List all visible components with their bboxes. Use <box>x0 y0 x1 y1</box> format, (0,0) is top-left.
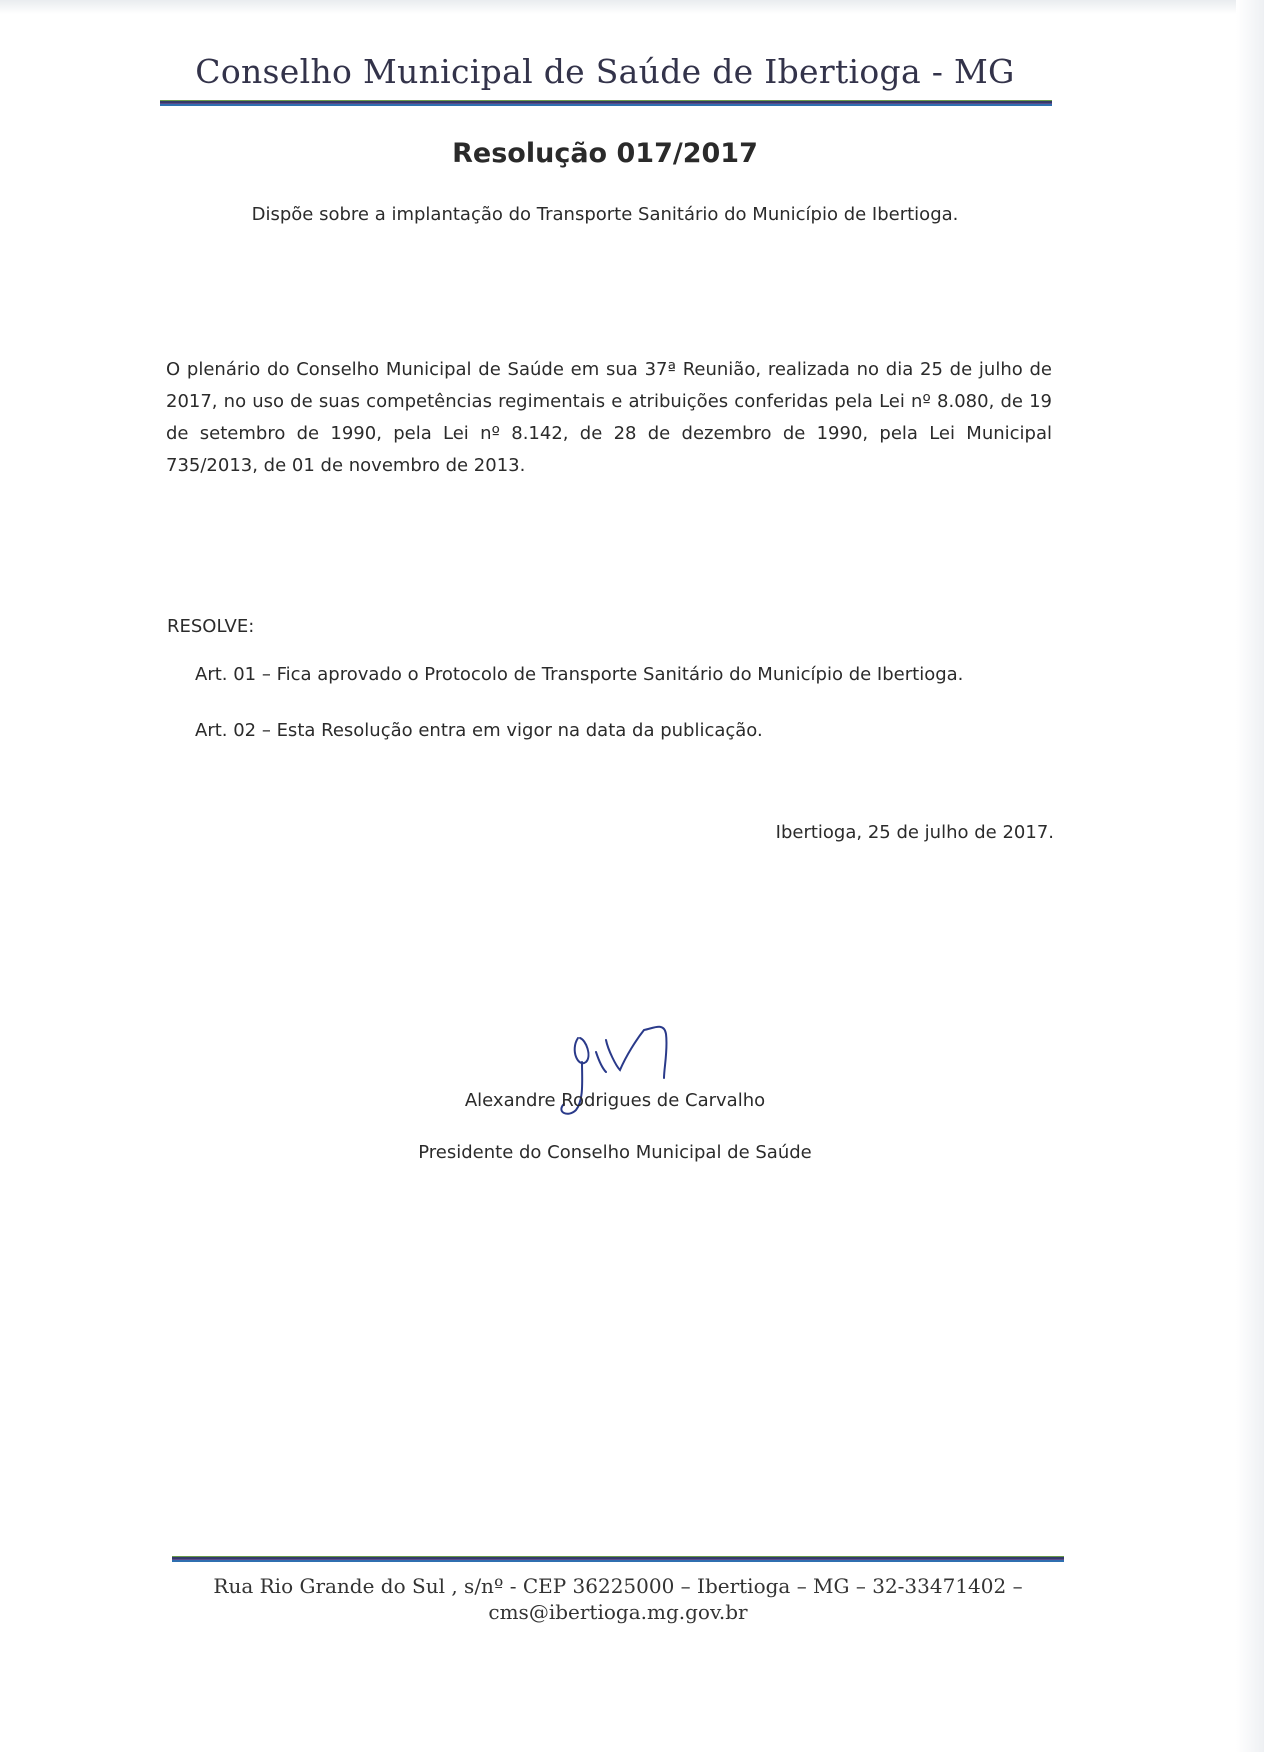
footer-rule <box>172 1556 1064 1562</box>
resolve-label: RESOLVE: <box>167 616 255 637</box>
letterhead-rule <box>160 100 1052 106</box>
footer-address: Rua Rio Grande do Sul , s/nº - CEP 36225000 – Ibertioga – MG – 32-33471402 – <box>213 1574 1023 1598</box>
scan-edge-top <box>0 0 1264 14</box>
resolution-subject: Dispõe sobre a implantação do Transporte Sanitário do Município de Ibertioga. <box>251 204 959 225</box>
letterhead-title: Conselho Municipal de Saúde de Ibertioga - MG <box>195 52 1015 91</box>
scan-edge-right <box>1236 0 1264 1752</box>
article-1: Art. 01 – Fica aprovado o Protocolo de Transporte Sanitário do Município de Ibertioga. <box>195 664 964 685</box>
preamble-paragraph: O plenário do Conselho Municipal de Saúde em sua 37ª Reunião, realizada no dia 25 de julho de 2017, no uso de suas competências regimentais e atribuições conferidas pela Lei nº 8.080, de 19 de setembro de 1990, pela Lei nº 8.142, de 28 de dezembro de 1990, pela Lei Municipal 735/2013, de 01 de novembro de 2013. <box>166 359 1052 476</box>
signer-role: Presidente do Conselho Municipal de Saúde <box>418 1142 812 1163</box>
signer-name: Alexandre Rodrigues de Carvalho <box>464 1090 766 1111</box>
footer-email: cms@ibertioga.mg.gov.br <box>488 1600 748 1624</box>
place-date: Ibertioga, 25 de julho de 2017. <box>775 822 1054 843</box>
article-2: Art. 02 – Esta Resolução entra em vigor na data da publicação. <box>195 720 763 741</box>
resolution-title: Resolução 017/2017 <box>452 138 758 169</box>
